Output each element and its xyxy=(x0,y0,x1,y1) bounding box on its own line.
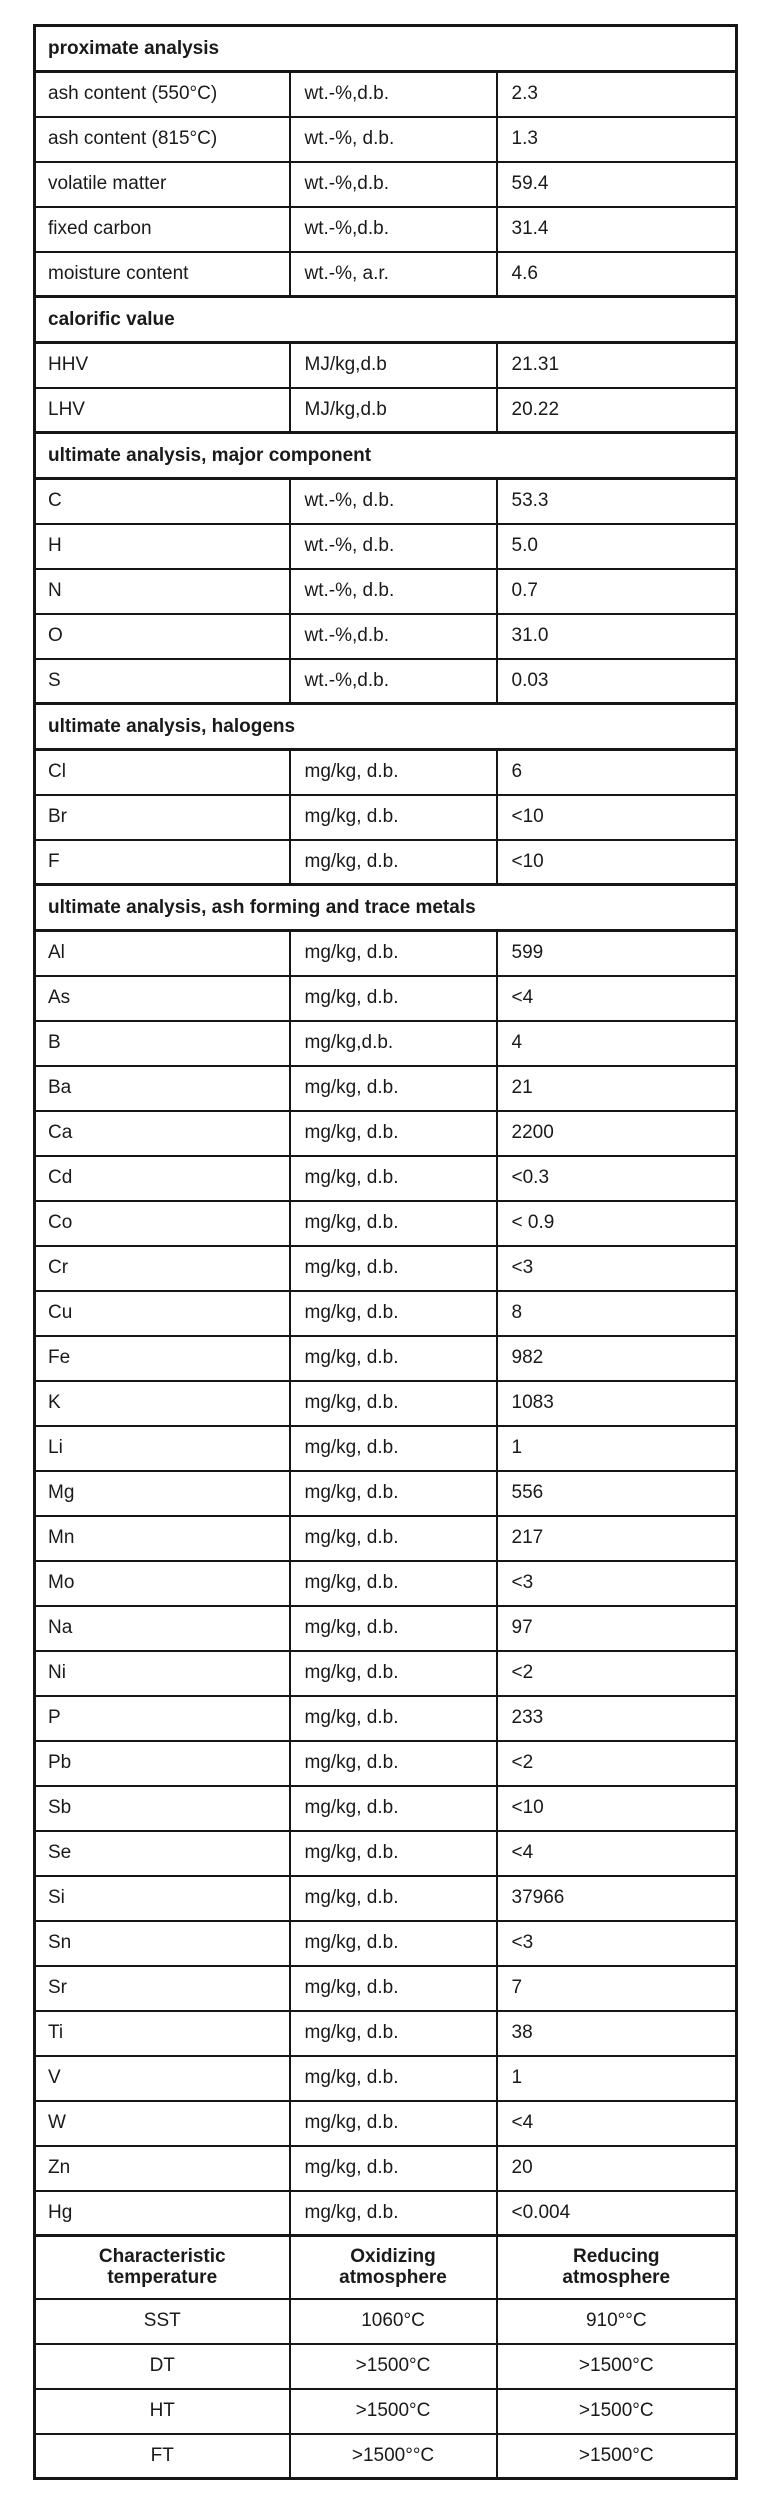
reducing-atmosphere-header xyxy=(497,2236,737,2299)
unit-cell: wt.-%, d.b. xyxy=(290,117,497,162)
unit-cell: mg/kg, d.b. xyxy=(290,1786,497,1831)
unit-cell: mg/kg,d.b. xyxy=(290,1021,497,1066)
section-header-row xyxy=(35,704,737,750)
table-row xyxy=(35,1741,737,1786)
value-cell: 20 xyxy=(497,2146,737,2191)
header-line-1: Reducing xyxy=(572,2245,660,2267)
table-row xyxy=(35,1786,737,1831)
unit-cell: mg/kg, d.b. xyxy=(290,2011,497,2056)
unit-cell: mg/kg, d.b. xyxy=(290,2101,497,2146)
temperature-row xyxy=(35,2434,737,2479)
unit-cell: mg/kg, d.b. xyxy=(290,1876,497,1921)
value-cell: 1 xyxy=(497,1426,737,1471)
table-row xyxy=(35,343,737,388)
unit-cell: wt.-%, d.b. xyxy=(290,524,497,569)
value-cell: <10 xyxy=(497,795,737,840)
table-row xyxy=(35,1696,737,1741)
parameter-cell: Cl xyxy=(35,750,290,795)
unit-cell: wt.-%,d.b. xyxy=(290,207,497,252)
table-row xyxy=(35,1651,737,1696)
value-cell: 5.0 xyxy=(497,524,737,569)
parameter-cell: Sb xyxy=(35,1786,290,1831)
parameter-cell: Li xyxy=(35,1426,290,1471)
table-row xyxy=(35,569,737,614)
unit-cell: mg/kg, d.b. xyxy=(290,1696,497,1741)
unit-cell: mg/kg, d.b. xyxy=(290,1966,497,2011)
temperature-row xyxy=(35,2389,737,2434)
unit-cell: mg/kg, d.b. xyxy=(290,976,497,1021)
header-line-2: atmosphere xyxy=(339,2267,447,2289)
header-line-1: Oxidizing xyxy=(350,2245,436,2267)
value-cell: <0.004 xyxy=(497,2191,737,2236)
section-header-row xyxy=(35,885,737,931)
table-row xyxy=(35,1876,737,1921)
parameter-cell: HHV xyxy=(35,343,290,388)
value-cell: 38 xyxy=(497,2011,737,2056)
parameter-cell: ash content (550°C) xyxy=(35,72,290,117)
unit-cell: wt.-%,d.b. xyxy=(290,72,497,117)
unit-cell: mg/kg, d.b. xyxy=(290,2146,497,2191)
section-header-row xyxy=(35,433,737,479)
unit-cell: mg/kg, d.b. xyxy=(290,1831,497,1876)
value-cell: 217 xyxy=(497,1516,737,1561)
parameter-cell: Ca xyxy=(35,1111,290,1156)
parameter-cell: P xyxy=(35,1696,290,1741)
value-cell: 0.03 xyxy=(497,659,737,704)
table-row xyxy=(35,2191,737,2236)
table-row xyxy=(35,388,737,433)
unit-cell: mg/kg, d.b. xyxy=(290,1561,497,1606)
table-row xyxy=(35,1966,737,2011)
value-cell: < 0.9 xyxy=(497,1201,737,1246)
value-cell: <4 xyxy=(497,1831,737,1876)
value-cell: 97 xyxy=(497,1606,737,1651)
unit-cell: mg/kg, d.b. xyxy=(290,840,497,885)
parameter-cell: Ti xyxy=(35,2011,290,2056)
unit-cell: wt.-%, d.b. xyxy=(290,479,497,524)
value-cell: 0.7 xyxy=(497,569,737,614)
value-cell: 1 xyxy=(497,2056,737,2101)
parameter-cell: As xyxy=(35,976,290,1021)
value-cell: <3 xyxy=(497,1921,737,1966)
unit-cell: mg/kg, d.b. xyxy=(290,2191,497,2236)
table-row xyxy=(35,207,737,252)
unit-cell: mg/kg, d.b. xyxy=(290,1066,497,1111)
oxidizing-atmosphere-header xyxy=(290,2236,497,2299)
table-row xyxy=(35,1201,737,1246)
value-cell: <2 xyxy=(497,1651,737,1696)
table-row xyxy=(35,2146,737,2191)
unit-cell: MJ/kg,d.b xyxy=(290,388,497,433)
parameter-cell: Mo xyxy=(35,1561,290,1606)
value-cell: 4.6 xyxy=(497,252,737,297)
unit-cell: mg/kg, d.b. xyxy=(290,1291,497,1336)
table-row xyxy=(35,252,737,297)
parameter-cell: ash content (815°C) xyxy=(35,117,290,162)
value-cell: 1083 xyxy=(497,1381,737,1426)
temperature-label-cell: DT xyxy=(35,2344,290,2389)
table-row xyxy=(35,524,737,569)
value-cell: 20.22 xyxy=(497,388,737,433)
value-cell: 4 xyxy=(497,1021,737,1066)
value-cell: 599 xyxy=(497,931,737,976)
value-cell: <0.3 xyxy=(497,1156,737,1201)
temperature-label-cell: FT xyxy=(35,2434,290,2479)
table-row xyxy=(35,1471,737,1516)
value-cell: 6 xyxy=(497,750,737,795)
parameter-cell: Zn xyxy=(35,2146,290,2191)
parameter-cell: Ni xyxy=(35,1651,290,1696)
value-cell: 37966 xyxy=(497,1876,737,1921)
unit-cell: mg/kg, d.b. xyxy=(290,1201,497,1246)
value-cell: 53.3 xyxy=(497,479,737,524)
table-row xyxy=(35,1066,737,1111)
parameter-cell: Cu xyxy=(35,1291,290,1336)
parameter-cell: Si xyxy=(35,1876,290,1921)
parameter-cell: B xyxy=(35,1021,290,1066)
temperature-label-cell: HT xyxy=(35,2389,290,2434)
value-cell: 7 xyxy=(497,1966,737,2011)
unit-cell: wt.-%,d.b. xyxy=(290,162,497,207)
unit-cell: mg/kg, d.b. xyxy=(290,1651,497,1696)
unit-cell: mg/kg, d.b. xyxy=(290,1156,497,1201)
value-cell: <4 xyxy=(497,976,737,1021)
unit-cell: wt.-%,d.b. xyxy=(290,659,497,704)
table-row xyxy=(35,2056,737,2101)
reducing-value-cell: 910°°C xyxy=(497,2299,737,2344)
parameter-cell: Na xyxy=(35,1606,290,1651)
value-cell: 21.31 xyxy=(497,343,737,388)
parameter-cell: LHV xyxy=(35,388,290,433)
parameter-cell: Fe xyxy=(35,1336,290,1381)
unit-cell: mg/kg, d.b. xyxy=(290,1426,497,1471)
parameter-cell: C xyxy=(35,479,290,524)
unit-cell: wt.-%, a.r. xyxy=(290,252,497,297)
value-cell: 2.3 xyxy=(497,72,737,117)
value-cell: 8 xyxy=(497,1291,737,1336)
unit-cell: wt.-%,d.b. xyxy=(290,614,497,659)
unit-cell: mg/kg, d.b. xyxy=(290,750,497,795)
parameter-cell: Sn xyxy=(35,1921,290,1966)
section-title: calorific value xyxy=(35,297,737,343)
value-cell: 556 xyxy=(497,1471,737,1516)
unit-cell: mg/kg, d.b. xyxy=(290,1921,497,1966)
temperature-header-row xyxy=(35,2236,737,2299)
table-row xyxy=(35,659,737,704)
table-row xyxy=(35,750,737,795)
parameter-cell: Mn xyxy=(35,1516,290,1561)
parameter-cell: V xyxy=(35,2056,290,2101)
value-cell: 31.0 xyxy=(497,614,737,659)
unit-cell: mg/kg, d.b. xyxy=(290,1471,497,1516)
parameter-cell: W xyxy=(35,2101,290,2146)
unit-cell: wt.-%, d.b. xyxy=(290,569,497,614)
parameter-cell: Co xyxy=(35,1201,290,1246)
table-row xyxy=(35,1606,737,1651)
parameter-cell: Cr xyxy=(35,1246,290,1291)
unit-cell: mg/kg, d.b. xyxy=(290,1246,497,1291)
unit-cell: mg/kg, d.b. xyxy=(290,795,497,840)
oxidizing-value-cell: >1500°°C xyxy=(290,2434,497,2479)
section-header-row xyxy=(35,297,737,343)
temperature-row xyxy=(35,2344,737,2389)
unit-cell: mg/kg, d.b. xyxy=(290,1741,497,1786)
header-line-2: atmosphere xyxy=(562,2267,671,2289)
table-row xyxy=(35,117,737,162)
table-row xyxy=(35,1516,737,1561)
value-cell: <2 xyxy=(497,1741,737,1786)
parameter-cell: moisture content xyxy=(35,252,290,297)
table-row xyxy=(35,1921,737,1966)
parameter-cell: Pb xyxy=(35,1741,290,1786)
value-cell: 59.4 xyxy=(497,162,737,207)
temperature-label-cell: SST xyxy=(35,2299,290,2344)
value-cell: <10 xyxy=(497,1786,737,1831)
table-row xyxy=(35,1426,737,1471)
parameter-cell: Ba xyxy=(35,1066,290,1111)
table-row xyxy=(35,1561,737,1606)
value-cell: 21 xyxy=(497,1066,737,1111)
reducing-value-cell: >1500°C xyxy=(497,2389,737,2434)
section-header-row xyxy=(35,26,737,72)
table-row xyxy=(35,614,737,659)
parameter-cell: fixed carbon xyxy=(35,207,290,252)
unit-cell: mg/kg, d.b. xyxy=(290,2056,497,2101)
table-row xyxy=(35,1111,737,1156)
value-cell: 233 xyxy=(497,1696,737,1741)
section-title: ultimate analysis, ash forming and trace metals xyxy=(35,885,737,931)
table-row xyxy=(35,1021,737,1066)
oxidizing-value-cell: >1500°C xyxy=(290,2344,497,2389)
unit-cell: mg/kg, d.b. xyxy=(290,931,497,976)
table-row xyxy=(35,1291,737,1336)
reducing-value-cell: >1500°C xyxy=(497,2344,737,2389)
value-cell: 982 xyxy=(497,1336,737,1381)
table-row xyxy=(35,1381,737,1426)
table-row xyxy=(35,1156,737,1201)
table-row xyxy=(35,72,737,117)
table-row xyxy=(35,840,737,885)
value-cell: 31.4 xyxy=(497,207,737,252)
unit-cell: mg/kg, d.b. xyxy=(290,1381,497,1426)
parameter-cell: volatile matter xyxy=(35,162,290,207)
section-title: ultimate analysis, halogens xyxy=(35,704,737,750)
value-cell: <4 xyxy=(497,2101,737,2146)
parameter-cell: Br xyxy=(35,795,290,840)
value-cell: <3 xyxy=(497,1561,737,1606)
table-row xyxy=(35,1336,737,1381)
oxidizing-value-cell: >1500°C xyxy=(290,2389,497,2434)
value-cell: 2200 xyxy=(497,1111,737,1156)
parameter-cell: Sr xyxy=(35,1966,290,2011)
header-line-2: temperature xyxy=(107,2267,218,2289)
value-cell: <10 xyxy=(497,840,737,885)
table-row xyxy=(35,162,737,207)
reducing-value-cell: >1500°C xyxy=(497,2434,737,2479)
value-cell: 1.3 xyxy=(497,117,737,162)
parameter-cell: Cd xyxy=(35,1156,290,1201)
parameter-cell: O xyxy=(35,614,290,659)
unit-cell: MJ/kg,d.b xyxy=(290,343,497,388)
parameter-cell: K xyxy=(35,1381,290,1426)
fuel-analysis-table xyxy=(33,24,738,2480)
section-title: proximate analysis xyxy=(35,26,737,72)
table-row xyxy=(35,2101,737,2146)
parameter-cell: H xyxy=(35,524,290,569)
table-row xyxy=(35,1831,737,1876)
header-line-1: Characteristic xyxy=(98,2245,226,2267)
table-row xyxy=(35,2011,737,2056)
parameter-cell: Hg xyxy=(35,2191,290,2236)
unit-cell: mg/kg, d.b. xyxy=(290,1606,497,1651)
parameter-cell: Al xyxy=(35,931,290,976)
parameter-cell: S xyxy=(35,659,290,704)
value-cell: <3 xyxy=(497,1246,737,1291)
unit-cell: mg/kg, d.b. xyxy=(290,1111,497,1156)
table-row xyxy=(35,976,737,1021)
parameter-cell: Se xyxy=(35,1831,290,1876)
parameter-cell: F xyxy=(35,840,290,885)
unit-cell: mg/kg, d.b. xyxy=(290,1336,497,1381)
parameter-cell: N xyxy=(35,569,290,614)
characteristic-temperature-header xyxy=(35,2236,290,2299)
parameter-cell: Mg xyxy=(35,1471,290,1516)
unit-cell: mg/kg, d.b. xyxy=(290,1516,497,1561)
section-title: ultimate analysis, major component xyxy=(35,433,737,479)
table-row xyxy=(35,795,737,840)
table-row xyxy=(35,1246,737,1291)
table-row xyxy=(35,479,737,524)
temperature-row xyxy=(35,2299,737,2344)
table-row xyxy=(35,931,737,976)
oxidizing-value-cell: 1060°C xyxy=(290,2299,497,2344)
